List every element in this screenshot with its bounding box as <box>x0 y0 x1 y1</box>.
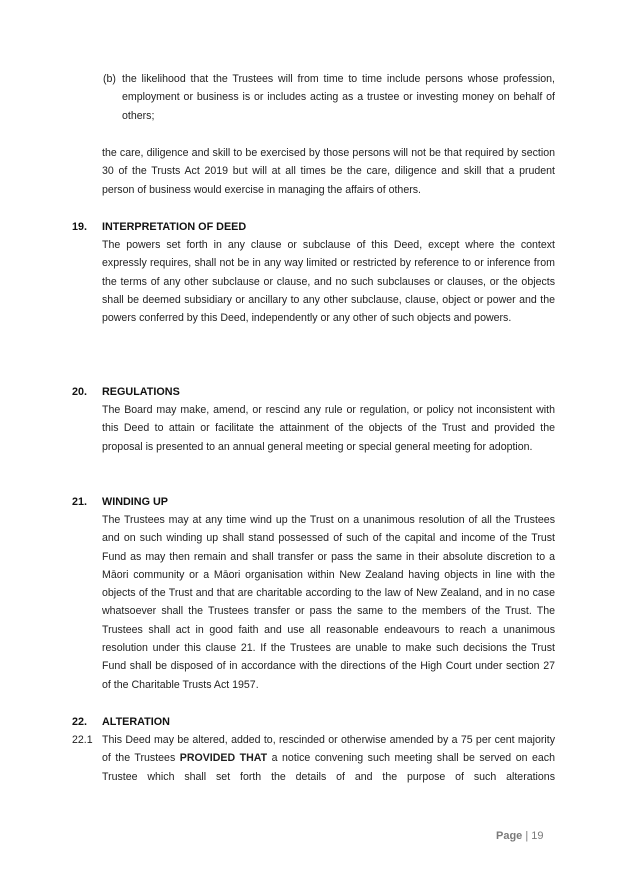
clause-19-number: 19. <box>72 221 88 233</box>
subclause-label: (b) <box>103 73 116 85</box>
clause-22-number: 22. <box>72 716 88 728</box>
clause-19-text: The powers set forth in any clause or subclause of this Deed, except where the context expressly requires, shall not be in any way limited or restricted by reference to or inference from the terms of any other subclause or clause, and no such subclauses or clauses, or the objects shall be deemed subsidiary or ancillary to any other subclause, clause, object or power and the powers conferred by this Deed, independently or any other of such objects and powers. <box>102 239 555 325</box>
page-footer <box>496 830 544 842</box>
subclause-b-text: the likelihood that the Trustees will from time to time include persons whose profession, employment or business is or includes acting as a trustee or investing money on behalf of others; <box>122 73 555 122</box>
page-number: 19 <box>531 830 544 842</box>
clause-21-heading: WINDING UP <box>102 496 168 508</box>
clause-22-1-text-before: This Deed may be altered, added to, rescinded or otherwise amended by a 75 per cent majority of the Trustees <box>102 734 555 765</box>
clause-21-number: 21. <box>72 496 88 508</box>
clause-18-tail-text: the care, diligence and skill to be exercised by those persons will not be that required by section 30 of the Trusts Act 2019 but will at all times be the care, diligence and skill that a prudent person of business would exercise in managing the affairs of others. <box>102 147 555 196</box>
clause-19-heading: INTERPRETATION OF DEED <box>102 221 247 233</box>
page-label: Page <box>496 830 523 842</box>
subclause-22-1-number: 22.1 <box>72 734 93 746</box>
clause-22-1-text-after: a notice convening such meeting shall be served on each Trustee which shall set forth the details of and the purpose of such alterations <box>102 752 555 783</box>
clause-22-heading: ALTERATION <box>102 716 170 728</box>
page-separator: | <box>525 830 529 842</box>
clause-20-number: 20. <box>72 386 88 398</box>
clause-21-text: The Trustees may at any time wind up the Trust on a unanimous resolution of all the Trustees and on such winding up shall stand possessed of such of the capital and income of the Trust Fund as may then remain and shall transfer or pass the same in their absolute discretion to a Māori community or a Māori organisation within New Zealand having objects in line with the objects of the Trust and that are charitable according to the law of New Zealand, and in no case whatsoever shall the Trustees transfer or pass the same to the members of the Trust. The Trustees shall act in good faith and use all reasonable endeavours to reach a unanimous resolution under this clause 21. If the Trustees are unable to make such decisions the Trust Fund shall be disposed of in accordance with the directions of the High Court under section 27 of the Charitable Trusts Act 1957. <box>102 514 555 691</box>
clause-20-heading: REGULATIONS <box>102 386 180 398</box>
clause-22-1-text <box>102 731 555 786</box>
clause-20-text: The Board may make, amend, or rescind any rule or regulation, or policy not inconsistent with this Deed to attain or facilitate the attainment of the objects of the Trust and provided the proposal is presented to an annual general meeting or special general meeting for adoption. <box>102 404 555 453</box>
provided-that-phrase: PROVIDED THAT <box>179 752 268 765</box>
